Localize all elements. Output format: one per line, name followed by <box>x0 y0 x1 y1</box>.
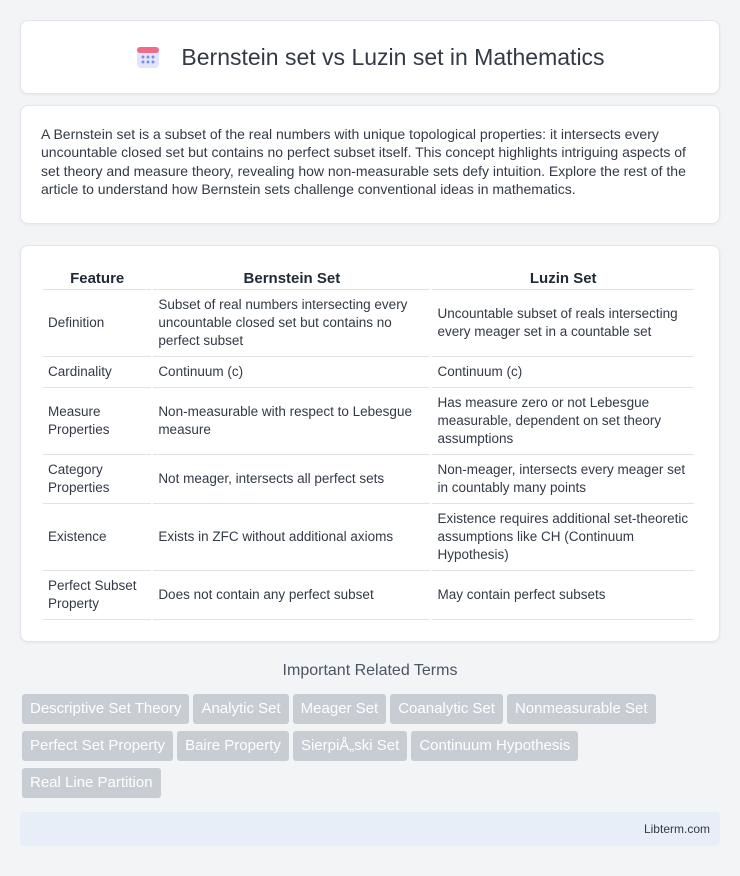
related-term-tag[interactable]: Coanalytic Set <box>390 694 503 724</box>
luzin-cell: Uncountable subset of reals intersecting every meager set in a countable set <box>432 290 694 357</box>
related-term-tag[interactable]: Descriptive Set Theory <box>22 694 189 724</box>
related-term-tag[interactable]: SierpiÅ„ski Set <box>293 731 407 761</box>
bernstein-cell: Continuum (c) <box>153 357 430 388</box>
feature-cell: Category Properties <box>43 455 151 504</box>
luzin-cell: Continuum (c) <box>432 357 694 388</box>
feature-cell: Perfect Subset Property <box>43 571 151 620</box>
header-card <box>20 20 720 94</box>
table-row <box>43 571 694 620</box>
feature-cell: Existence <box>43 504 151 571</box>
luzin-cell: May contain perfect subsets <box>432 571 694 620</box>
related-term-tag[interactable]: Continuum Hypothesis <box>411 731 578 761</box>
bernstein-cell: Subset of real numbers intersecting every uncountable closed set but contains no perfect subset <box>153 290 430 357</box>
table-row <box>43 455 694 504</box>
table-row <box>43 504 694 571</box>
bernstein-cell: Not meager, intersects all perfect sets <box>153 455 430 504</box>
intro-text: A Bernstein set is a subset of the real numbers with unique topological properties: it intersects every uncountable closed set but contains no perfect subset itself. This concept highlights intriguing aspects of set theory and measure theory, revealing how non-measurable sets defy intuition. Explore the rest of the article to understand how Bernstein sets challenge conventional ideas in mathematics. <box>41 126 686 198</box>
related-term-tag[interactable]: Analytic Set <box>193 694 288 724</box>
related-term-tag[interactable]: Perfect Set Property <box>22 731 173 761</box>
bernstein-cell: Exists in ZFC without additional axioms <box>153 504 430 571</box>
table-row <box>43 357 694 388</box>
related-terms-list <box>22 694 722 805</box>
header-feature: Feature <box>43 266 151 290</box>
bernstein-cell: Does not contain any perfect subset <box>153 571 430 620</box>
feature-cell: Cardinality <box>43 357 151 388</box>
luzin-cell: Existence requires additional set-theoretic assumptions like CH (Continuum Hypothesis) <box>432 504 694 571</box>
luzin-cell: Has measure zero or not Lebesgue measurable, dependent on set theory assumptions <box>432 388 694 455</box>
header-bernstein: Bernstein Set <box>153 266 430 290</box>
footer <box>20 812 720 846</box>
related-term-tag[interactable]: Baire Property <box>177 731 289 761</box>
table-row <box>43 290 694 357</box>
calendar-grid-icon <box>135 44 161 70</box>
luzin-cell: Non-meager, intersects every meager set in countably many points <box>432 455 694 504</box>
comparison-card <box>20 245 720 642</box>
related-term-tag[interactable]: Real Line Partition <box>22 768 161 798</box>
feature-cell: Definition <box>43 290 151 357</box>
footer-site-link[interactable]: Libterm.com <box>643 822 710 836</box>
feature-cell: Measure Properties <box>43 388 151 455</box>
page-title: Bernstein set vs Luzin set in Mathematics <box>181 43 605 70</box>
related-terms-title: Important Related Terms <box>282 662 458 679</box>
related-term-tag[interactable]: Meager Set <box>293 694 387 724</box>
intro-card <box>20 105 720 224</box>
table-row <box>43 388 694 455</box>
header-luzin: Luzin Set <box>432 266 694 290</box>
table-header-row <box>43 266 694 290</box>
bernstein-cell: Non-measurable with respect to Lebesgue measure <box>153 388 430 455</box>
related-term-tag[interactable]: Nonmeasurable Set <box>507 694 656 724</box>
comparison-table <box>41 266 696 620</box>
